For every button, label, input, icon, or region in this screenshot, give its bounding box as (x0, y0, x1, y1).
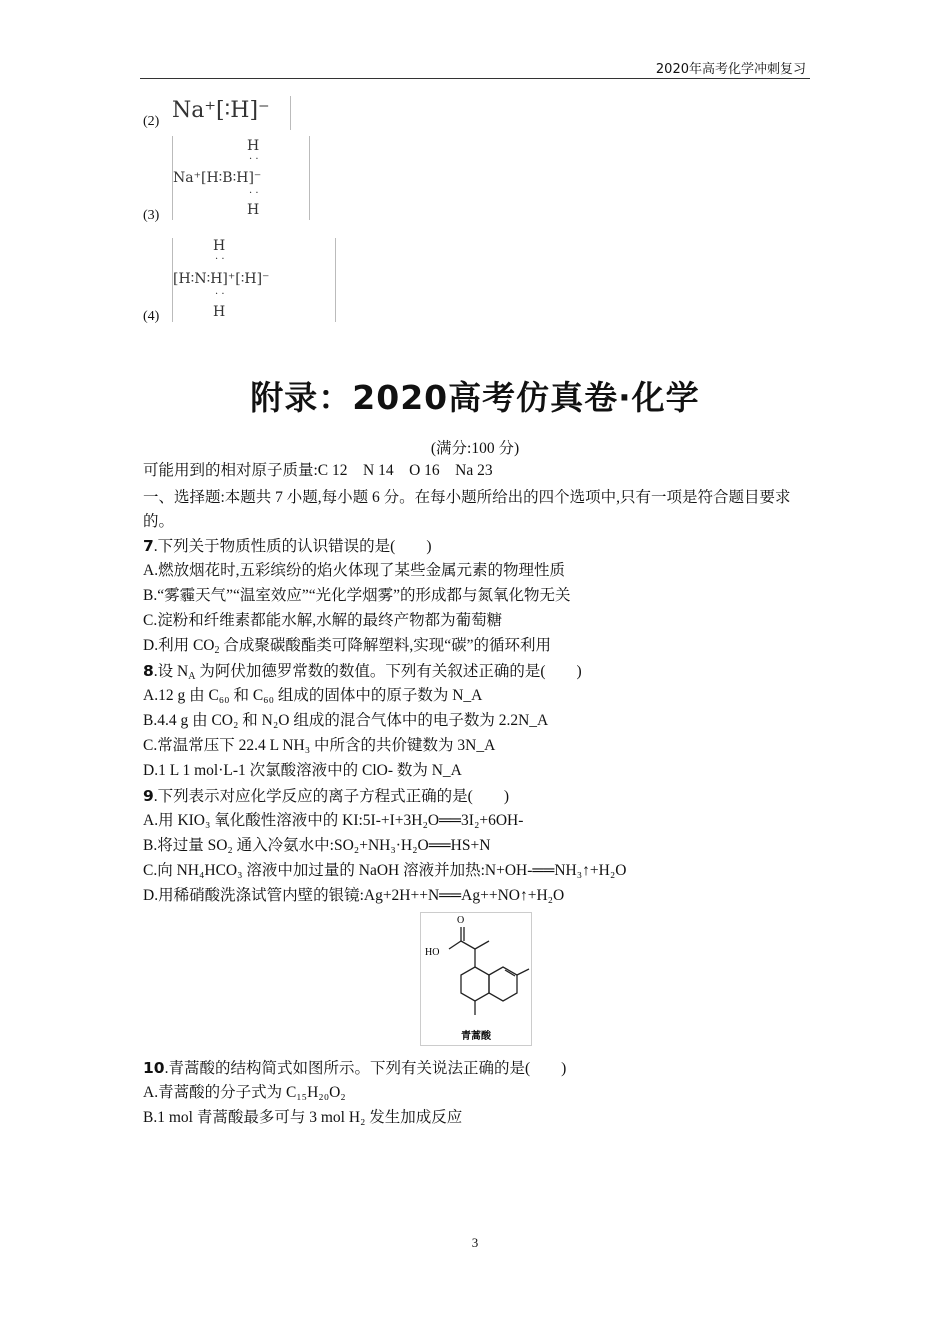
q9-stem: .下列表示对应化学反应的离子方程式正确的是( ) (153, 788, 509, 805)
q8-stem-sub: A (188, 671, 196, 682)
q7-number: 7 (143, 537, 154, 555)
formula-3-dots-top: · · (249, 154, 259, 165)
formula-3-mid: Na⁺[H∶B∶H]⁻ (173, 170, 262, 186)
formula-3-bottom: H (247, 202, 260, 218)
question-10 (143, 1058, 566, 1079)
question-8 (143, 661, 582, 687)
header-text: 2020年高考化学冲刺复习 (655, 62, 806, 77)
q7-d-post: 合成聚碳酸酯类可降解塑料,实现“碳”的循环利用 (219, 637, 551, 654)
qinghao-acid-structure (420, 912, 532, 1046)
structure-ho-label: HO (425, 947, 440, 958)
formula-2-box (172, 96, 291, 130)
q9-option-c: C.向 NH₄HCO₃ 溶液中加过量的 NaOH 溶液并加热:N+OH-══NH₃↑+H₂O (143, 862, 627, 879)
formula-4-mid: [H∶N∶H]⁺[∶H]⁻ (173, 271, 270, 287)
formula-4-top: H (213, 238, 226, 254)
formula-4-box (172, 238, 336, 322)
q8-number: 8 (143, 662, 154, 680)
atomic-masses: 可能用到的相对原子质量:C 12 N 14 O 16 Na 23 (143, 462, 493, 479)
q7-d-sub: 2 (214, 645, 220, 656)
question-7 (143, 536, 432, 557)
q9-option-a: A.用 KIO₃ 氧化酸性溶液中的 KI:5I-+I+3H₂O══3I₂+6OH- (143, 812, 524, 829)
q8-option-d: D.1 L 1 mol·L-1 次氯酸溶液中的 ClO- 数为 N_A (143, 762, 462, 779)
formula-4-bottom: H (213, 304, 226, 320)
q8-option-a: A.12 g 由 C₆₀ 和 C₆₀ 组成的固体中的原子数为 N_A (143, 687, 483, 704)
formula-3-box (172, 136, 310, 220)
full-score: (满分:100 分) (430, 440, 520, 457)
q7-stem: .下列关于物质性质的认识错误的是( ) (153, 538, 432, 555)
formula-4-dots-bottom: · · (215, 289, 225, 300)
formula-3-top: H (247, 138, 260, 154)
q8-option-b: B.4.4 g 由 CO₂ 和 N₂O 组成的混合气体中的电子数为 2.2N_A (143, 712, 549, 729)
q7-option-a: A.燃放烟花时,五彩缤纷的焰火体现了某些金属元素的物理性质 (143, 562, 565, 579)
formula-4-label: (4) (143, 309, 160, 324)
page-header (140, 56, 810, 79)
q9-option-b: B.将过量 SO₂ 通入冷氨水中:SO₂+NH₃·H₂O══HS+N (143, 837, 491, 854)
q10-stem: .青蒿酸的结构简式如图所示。下列有关说法正确的是( ) (164, 1060, 567, 1077)
q8-stem-pre: .设 N (153, 663, 189, 680)
q8-stem-post: 为阿伏加德罗常数的数值。下列有关叙述正确的是( ) (195, 663, 582, 680)
q9-option-d: D.用稀硝酸洗涤试管内壁的银镜:Ag+2H++N══Ag++NO↑+H₂O (143, 887, 565, 904)
formula-3-label: (3) (143, 208, 160, 223)
q8-option-c: C.常温常压下 22.4 L NH₃ 中所含的共价键数为 3N_A (143, 737, 496, 754)
q7-option-c: C.淀粉和纤维素都能水解,水解的最终产物都为葡萄糖 (143, 612, 503, 629)
formula-3-dots-bottom: · · (249, 188, 259, 199)
q7-d-pre: D.利用 CO (143, 637, 215, 654)
formula-4-dots-top: · · (215, 254, 225, 265)
q10-number: 10 (143, 1059, 165, 1077)
q9-number: 9 (143, 787, 154, 805)
q7-option-d (143, 636, 551, 661)
formula-2-label: (2) (143, 114, 160, 129)
structure-o-label: O (457, 915, 465, 926)
page-number: 3 (471, 1235, 479, 1250)
q10-option-b: B.1 mol 青蒿酸最多可与 3 mol H₂ 发生加成反应 (143, 1109, 463, 1126)
question-9 (143, 786, 509, 807)
q7-option-b: B.“雾霾天气”“温室效应”“光化学烟雾”的形成都与氮氧化物无关 (143, 587, 571, 604)
structure-caption: 青蒿酸 (461, 1031, 491, 1042)
section-1-heading: 一、选择题:本题共 7 小题,每小题 6 分。在每小题所给出的四个选项中,只有一项是符合题目要求的。 (143, 489, 791, 530)
formula-2-text: Na⁺[∶H]⁻ (172, 98, 270, 123)
q10-option-a: A.青蒿酸的分子式为 C₁₅H₂₀O₂ (143, 1084, 346, 1101)
page-title: 附录：2020高考仿真卷·化学 (250, 378, 700, 417)
structure-drawing (421, 913, 531, 1045)
